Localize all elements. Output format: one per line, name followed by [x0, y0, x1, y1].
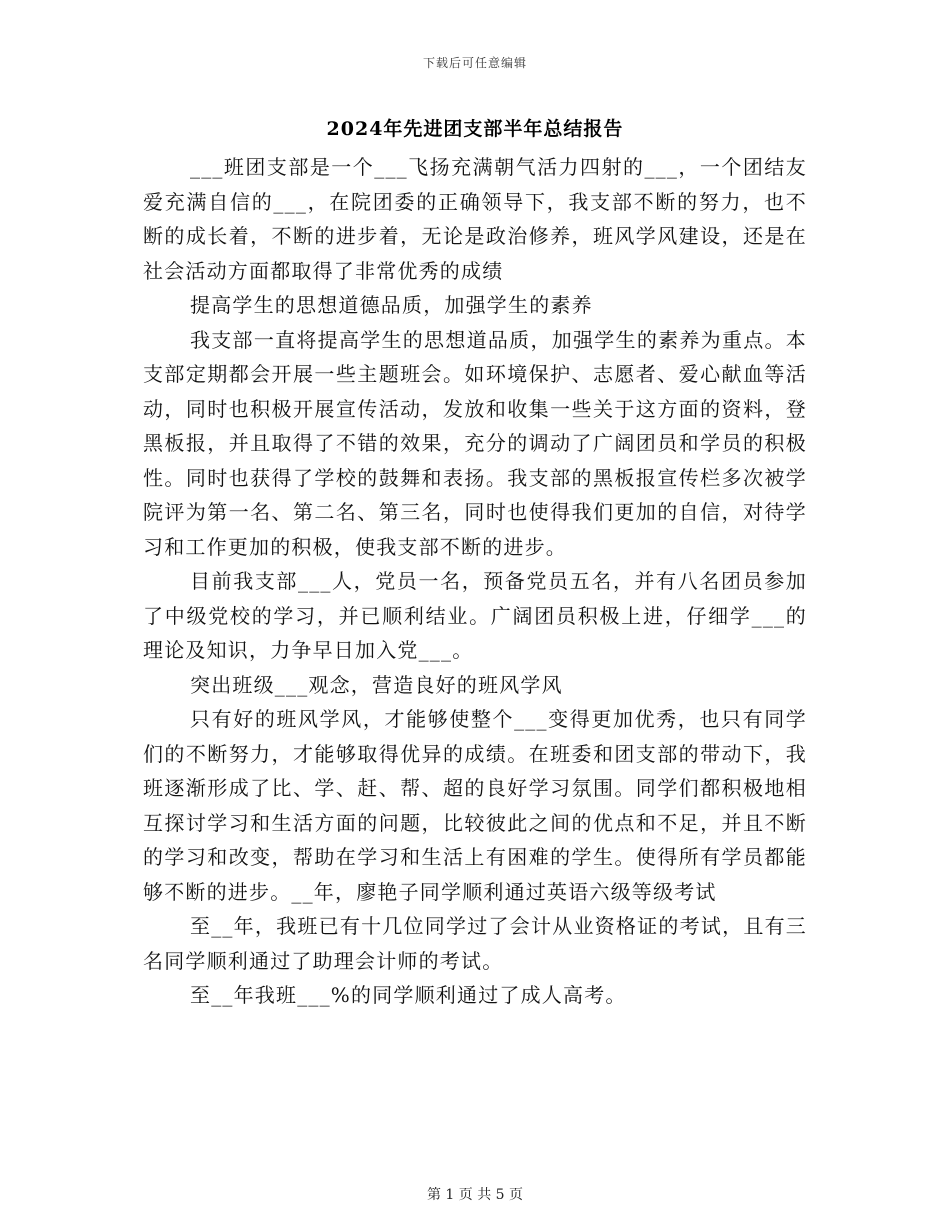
paragraph-class-spirit: 只有好的班风学风，才能够使整个___变得更加优秀，也只有同学们的不断努力，才能够取得优异的成绩。在班委和团支部的带动下，我班逐渐形成了比、学、赶、帮、超的良好学习氛围。同学们都积极地相互探讨学习和生活方面的问题，比较彼此之间的优点和不足，并且不断的学习和改变，帮助在学习和生活上有困难的学生。使得所有学员都能够不断的进步。__年，廖艳子同学顺利通过英语六级等级考试 — [143, 707, 807, 904]
paragraph-adult-exam: 至__年我班___%的同学顺利通过了成人高考。 — [190, 983, 627, 1007]
paragraph-accounting-exam: 至__年，我班已有十几位同学过了会计从业资格证的考试，且有三名同学顺利通过了助理会计师的考试。 — [143, 914, 807, 973]
document-body — [143, 150, 807, 1013]
page-header: 下载后可任意编辑 — [422, 56, 527, 70]
document-title: 2024年先进团支部半年总结报告 — [326, 118, 624, 140]
paragraph-ideology: 我支部一直将提高学生的思想道品质，加强学生的素养为重点。本支部定期都会开展一些主题班会。如环境保护、志愿者、爱心献血等活动，同时也积极开展宣传活动，发放和收集一些关于这方面的资料，登黑板报，并且取得了不错的效果，充分的调动了广阔团员和学员的积极性。同时也获得了学校的鼓舞和表扬。我支部的黑板报宣传栏多次被学院评为第一名、第二名、第三名，同时也使得我们更加的自信，对待学习和工作更加的积极，使我支部不断的进步。 — [143, 327, 807, 559]
section-heading-class-spirit: 突出班级___观念，营造良好的班风学风 — [190, 672, 563, 697]
paragraph-membership: 目前我支部___人，党员一名，预备党员五名，并有八名团员参加了中级党校的学习，并已顺利结业。广阔团员积极上进，仔细学___的理论及知识，力争早日加入党___。 — [143, 569, 807, 662]
page-number: 第 1 页 共 5 页 — [426, 1187, 524, 1203]
section-heading-ideology: 提高学生的思想道德品质，加强学生的素养 — [190, 293, 593, 317]
paragraph-intro: ___班团支部是一个___飞扬充满朝气活力四射的___，一个团结友爱充满自信的___，在院团委的正确领导下，我支部不断的努力，也不断的成长着，不断的进步着，无论是政治修养，班风学风建设，还是在社会活动方面都取得了非常优秀的成绩 — [143, 155, 807, 283]
